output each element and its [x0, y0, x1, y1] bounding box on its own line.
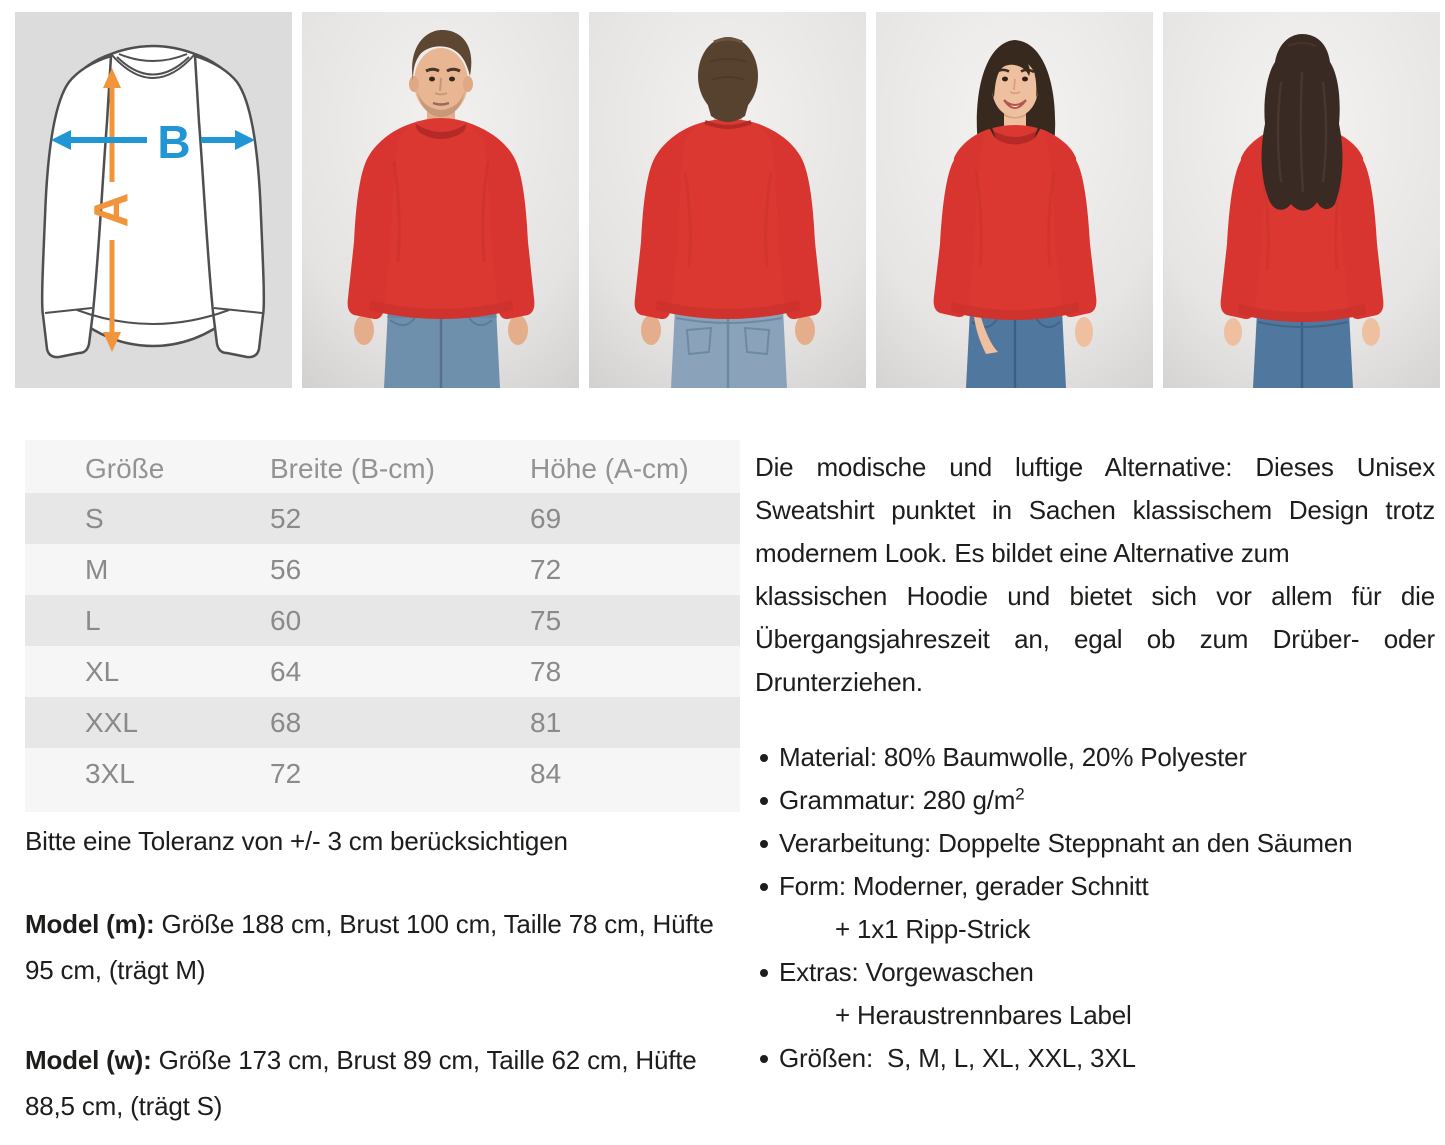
feature-text: Material: 80% Baumwolle, 20% Polyester [779, 742, 1247, 772]
size-table-header [25, 440, 740, 493]
male-front-photo [302, 12, 579, 388]
photo-male-back [589, 12, 866, 388]
description-line: Sweatshirt punktet in Sachen klassischem Design trotz [755, 495, 1435, 525]
table-row [25, 748, 740, 799]
measure-label-b: B [157, 116, 191, 168]
feature-item [755, 994, 1435, 1037]
column-header-width: Breite (B-cm) [270, 453, 435, 484]
cell-size: S [85, 503, 104, 534]
cell-size: XXL [85, 707, 138, 738]
sweatshirt-back [635, 119, 822, 319]
left-hand [1075, 317, 1093, 347]
measure-label-a: A [85, 192, 139, 228]
jeans [384, 308, 500, 388]
cell-width: 60 [270, 605, 302, 636]
cell-size: 3XL [85, 758, 135, 789]
jeans-back [1253, 312, 1353, 388]
feature-item [755, 1037, 1435, 1080]
cell-width: 52 [270, 503, 302, 534]
tolerance-note: Bitte eine Toleranz von +/- 3 cm berücksichtigen [25, 826, 568, 856]
feature-item [755, 908, 1435, 951]
description-line: Die modische und luftige Alternative: Dieses Unisex [755, 452, 1435, 482]
model-male-label: Model (m): [25, 909, 155, 939]
photo-female-front [876, 12, 1153, 388]
feature-item [755, 951, 1435, 994]
feature-text: + Heraustrennbares Label [835, 1000, 1132, 1030]
feature-item: Grammatur: 280 $g/m^2$ [755, 779, 1435, 822]
feature-text: Verarbeitung: Doppelte Steppnaht an den Säumen [779, 828, 1353, 858]
right-hand [795, 315, 815, 345]
cell-height: 78 [530, 656, 562, 687]
description-column [755, 440, 1435, 1129]
table-row [25, 697, 740, 748]
cell-height: 72 [530, 554, 562, 585]
jeans-back [671, 308, 787, 388]
male-back-photo [589, 12, 866, 388]
feature-text: + 1x1 Ripp-Strick [835, 914, 1031, 944]
cell-height: 84 [530, 758, 562, 789]
feature-list [755, 736, 1435, 1080]
product-image-gallery [15, 12, 1440, 388]
right-hand [1362, 318, 1380, 346]
feature-item [755, 736, 1435, 779]
cell-width: 68 [270, 707, 302, 738]
female-front-photo [876, 12, 1153, 388]
model-male-measurements: Größe 188 cm, Brust 100 cm, Taille 78 cm, Hüfte 95 cm, (trägt M) [25, 909, 714, 985]
cell-height: 69 [530, 503, 562, 534]
description-line: Drunterziehen. [755, 667, 923, 697]
photo-female-back [1163, 12, 1440, 388]
feature-item [755, 822, 1435, 865]
feature-item [755, 865, 1435, 908]
cell-width: 56 [270, 554, 302, 585]
size-diagram [15, 12, 292, 388]
product-info-section [25, 440, 1435, 1129]
table-row [25, 544, 740, 595]
feature-text: Form: Moderner, gerader Schnitt [779, 871, 1149, 901]
photo-male-front [302, 12, 579, 388]
cell-width: 72 [270, 758, 302, 789]
sweatshirt [934, 125, 1097, 320]
table-row [25, 493, 740, 544]
female-back-photo [1163, 12, 1440, 388]
cell-height: 75 [530, 605, 562, 636]
size-table-body [25, 493, 740, 799]
feature-text: Grammatur: 280 g/m [779, 785, 1016, 815]
table-row [25, 646, 740, 697]
cell-width: 64 [270, 656, 302, 687]
description-line: modernem Look. Es bildet eine Alternative zum [755, 538, 1290, 568]
left-hand [641, 315, 661, 345]
cell-size: L [85, 605, 101, 636]
table-row [25, 595, 740, 646]
model-info-female [25, 1037, 731, 1129]
right-hand [508, 315, 528, 345]
size-info-column [25, 440, 740, 1129]
cell-size: XL [85, 656, 120, 687]
cell-height: 81 [530, 707, 562, 738]
size-diagram-panel [15, 12, 292, 388]
size-table [25, 440, 740, 812]
sweatshirt [348, 118, 535, 319]
column-header-size: Größe [85, 453, 165, 484]
left-hand [1224, 318, 1242, 346]
model-female-measurements: Größe 173 cm, Brust 89 cm, Taille 62 cm, Hüfte 88,5 cm, (trägt S) [25, 1045, 697, 1121]
column-header-height: Höhe (A-cm) [530, 453, 689, 484]
description-line: Übergangsjahreszeit an, egal ob zum Drüber- oder [755, 624, 1435, 654]
model-female-label: Model (w): [25, 1045, 152, 1075]
description-line: klassischen Hoodie und bietet sich vor allem für die [755, 581, 1435, 611]
model-info-male [25, 901, 731, 993]
cell-size: M [85, 554, 109, 585]
product-description [755, 446, 1435, 704]
left-hand [354, 315, 374, 345]
feature-text: Extras: Vorgewaschen [779, 957, 1034, 987]
feature-text: Größen: S, M, L, XL, XXL, 3XL [779, 1043, 1136, 1073]
